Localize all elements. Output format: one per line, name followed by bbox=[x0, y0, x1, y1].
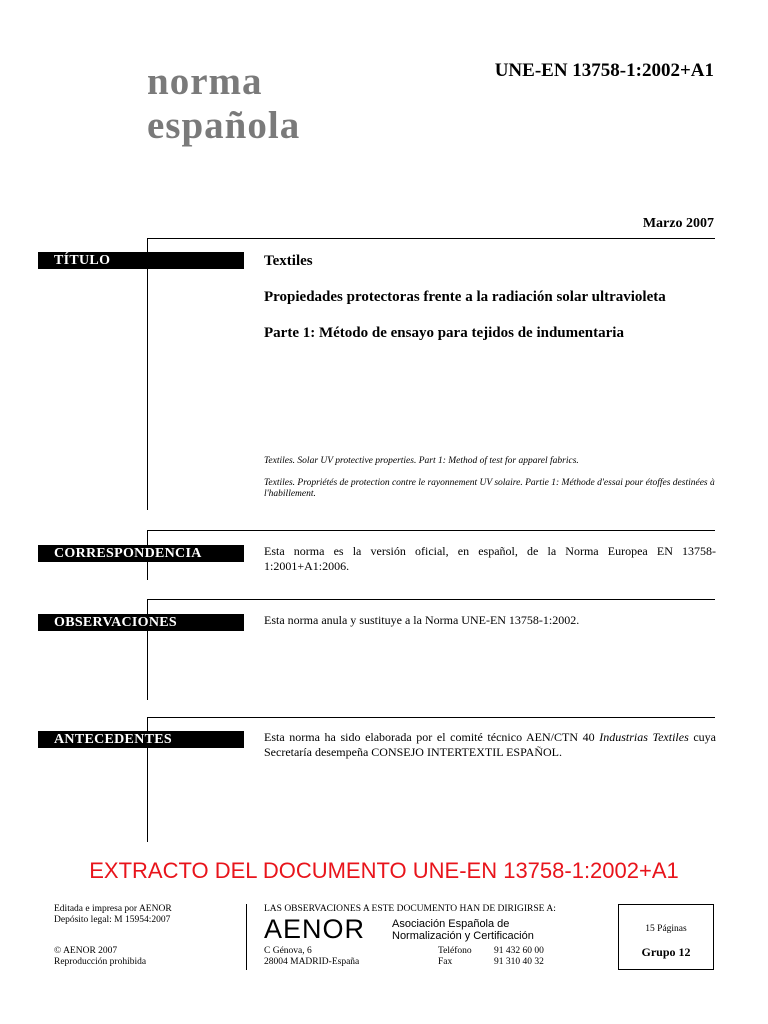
page-count: 15 Páginas bbox=[645, 924, 687, 934]
section-divider bbox=[147, 530, 715, 531]
footer-address-city: 28004 MADRID-España bbox=[264, 957, 360, 967]
footer-fax-value: 91 310 40 32 bbox=[494, 957, 544, 967]
antecedentes-text bbox=[264, 730, 716, 760]
observaciones-text: Esta norma anula y sustituye a la Norma UNE-EN 13758-1:2002. bbox=[264, 613, 580, 627]
aenor-logo: AENOR bbox=[264, 914, 366, 944]
section-divider bbox=[147, 717, 715, 718]
footer-phone-label: Teléfono bbox=[438, 946, 472, 956]
footer-fax-label: Fax bbox=[438, 957, 453, 967]
brand-line-1: norma bbox=[147, 60, 263, 103]
label-titulo: TÍTULO bbox=[38, 252, 244, 269]
price-group: Grupo 12 bbox=[641, 945, 691, 959]
association-name-line1: Asociación Española de bbox=[392, 918, 510, 930]
standard-code: UNE-EN 13758-1:2002+A1 bbox=[494, 60, 714, 81]
committee-name: Industrias Textiles bbox=[599, 730, 689, 744]
footer-divider bbox=[246, 904, 247, 970]
footer-phone-value: 91 432 60 00 bbox=[494, 946, 544, 956]
title-french: Textiles. Propriétés de protection contre le rayonnement UV solaire. Partie 1: Méthode d'essai pour étoffes destinées à l'habillement. bbox=[264, 478, 715, 499]
brand-line-2: española bbox=[147, 104, 301, 147]
antecedentes-text-start: Esta norma ha sido elaborada por el comité técnico AEN/CTN 40 bbox=[264, 730, 600, 744]
title-properties: Propiedades protectoras frente a la radiación solar ultravioleta bbox=[264, 289, 666, 305]
title-english: Textiles. Solar UV protective properties. Part 1: Method of test for apparel fabrics. bbox=[264, 456, 579, 466]
label-correspondencia: CORRESPONDENCIA bbox=[38, 545, 244, 562]
title-textiles: Textiles bbox=[264, 253, 313, 269]
label-antecedentes: ANTECEDENTES bbox=[38, 731, 244, 748]
publication-date: Marzo 2007 bbox=[642, 216, 714, 231]
footer-reproduction: Reproducción prohibida bbox=[54, 957, 147, 967]
section-divider bbox=[147, 238, 715, 239]
section-rule bbox=[147, 238, 148, 510]
extract-notice: EXTRACTO DEL DOCUMENTO UNE-EN 13758-1:2002+A1 bbox=[89, 858, 679, 883]
correspondencia-text: Esta norma es la versión oficial, en español, de la Norma Europea EN 13758-1:2001+A1:2006. bbox=[264, 544, 716, 573]
footer-legal-deposit: Depósito legal: M 15954:2007 bbox=[54, 915, 171, 925]
footer-observations-heading: LAS OBSERVACIONES A ESTE DOCUMENTO HAN DE DIRIGIRSE A: bbox=[264, 904, 556, 914]
association-name-line2: Normalización y Certificación bbox=[392, 930, 534, 942]
title-part1: Parte 1: Método de ensayo para tejidos de indumentaria bbox=[264, 325, 624, 341]
footer-copyright: © AENOR 2007 bbox=[54, 946, 118, 956]
label-observaciones: OBSERVACIONES bbox=[38, 614, 244, 631]
antecedentes-text-end: cuya Secretaría desempeña CONSEJO INTERTEXTIL ESPAÑOL. bbox=[264, 730, 717, 759]
footer-edited-by: Editada e impresa por AENOR bbox=[54, 904, 172, 914]
section-divider bbox=[147, 599, 715, 600]
footer-address-street: C Génova, 6 bbox=[264, 946, 312, 956]
pages-group-box bbox=[618, 904, 714, 970]
